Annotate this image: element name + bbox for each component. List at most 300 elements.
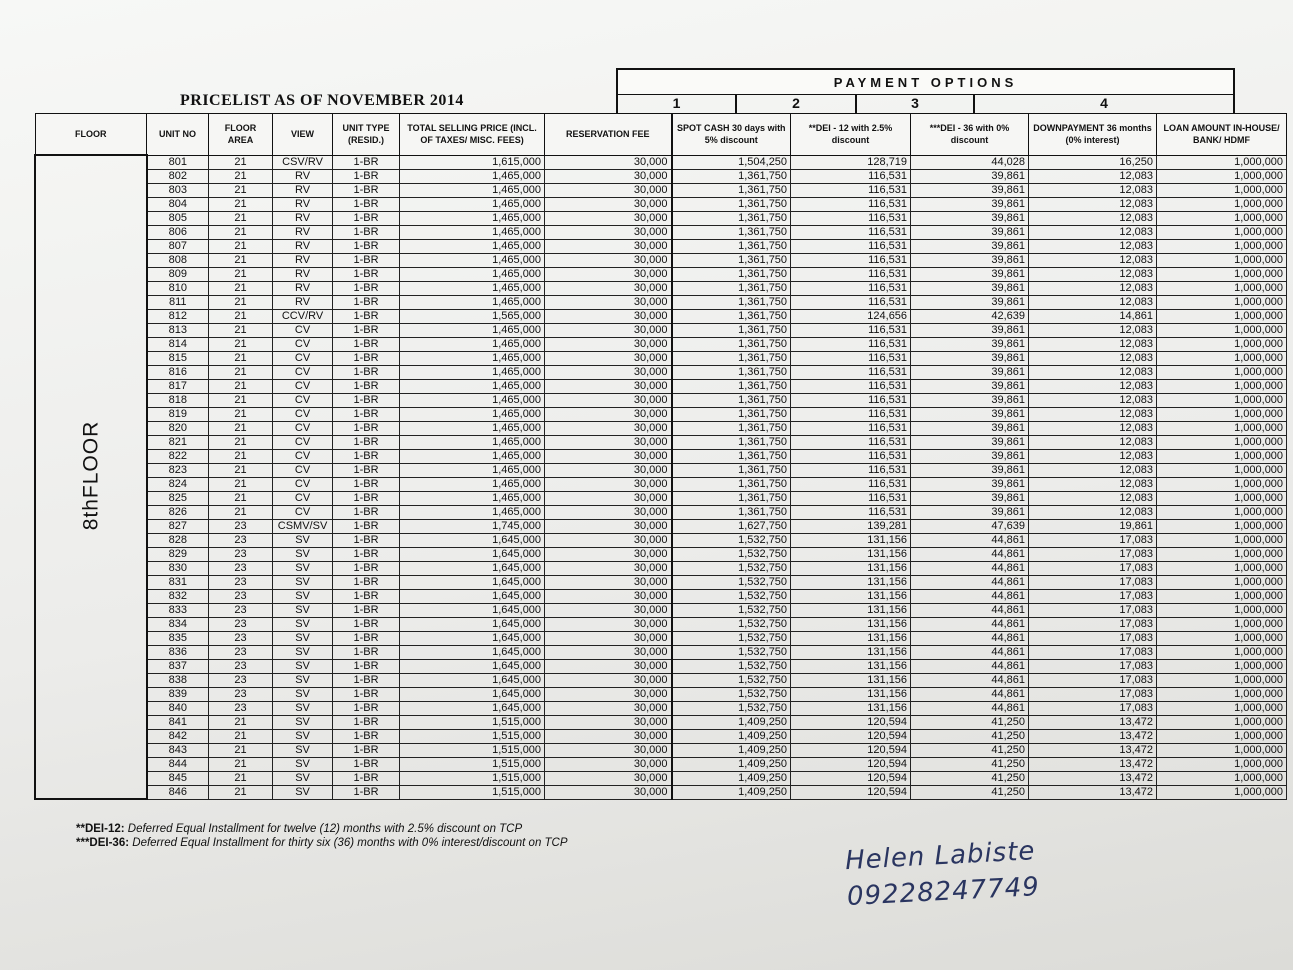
cell-loan-amount: 1,000,000 <box>1157 519 1287 533</box>
cell-unit-type: 1-BR <box>333 225 400 239</box>
cell-unit-no: 824 <box>147 477 209 491</box>
cell-dei-12: 131,156 <box>791 603 911 617</box>
cell-view: RV <box>273 281 333 295</box>
cell-floor-area: 21 <box>209 463 273 477</box>
cell-total-selling-price: 1,515,000 <box>400 771 545 785</box>
cell-downpayment: 17,083 <box>1029 575 1157 589</box>
cell-view: RV <box>273 239 333 253</box>
cell-dei-36: 44,861 <box>911 631 1029 645</box>
cell-reservation-fee: 30,000 <box>545 575 672 589</box>
cell-unit-no: 836 <box>147 645 209 659</box>
col-header-dei-36: ***DEI - 36 with 0% discount <box>911 114 1029 156</box>
cell-downpayment: 12,083 <box>1029 169 1157 183</box>
cell-dei-12: 116,531 <box>791 281 911 295</box>
cell-reservation-fee: 30,000 <box>545 183 672 197</box>
cell-unit-no: 818 <box>147 393 209 407</box>
floor-label: 8thFLOOR <box>79 420 103 530</box>
cell-loan-amount: 1,000,000 <box>1157 393 1287 407</box>
cell-dei-12: 131,156 <box>791 631 911 645</box>
table-row <box>35 701 1287 715</box>
cell-unit-type: 1-BR <box>333 659 400 673</box>
option-2-number: 2 <box>737 94 857 113</box>
cell-total-selling-price: 1,465,000 <box>400 393 545 407</box>
cell-floor-area: 21 <box>209 743 273 757</box>
cell-total-selling-price: 1,645,000 <box>400 575 545 589</box>
cell-view: CSV/RV <box>273 155 333 169</box>
cell-total-selling-price: 1,465,000 <box>400 197 545 211</box>
cell-reservation-fee: 30,000 <box>545 533 672 547</box>
cell-view: CV <box>273 491 333 505</box>
cell-spot-cash: 1,361,750 <box>672 309 791 323</box>
cell-floor-area: 21 <box>209 211 273 225</box>
cell-total-selling-price: 1,465,000 <box>400 407 545 421</box>
option-4-number: 4 <box>1100 95 1108 111</box>
cell-total-selling-price: 1,465,000 <box>400 449 545 463</box>
cell-total-selling-price: 1,645,000 <box>400 547 545 561</box>
cell-dei-12: 116,531 <box>791 463 911 477</box>
cell-dei-12: 116,531 <box>791 435 911 449</box>
cell-spot-cash: 1,532,750 <box>672 561 791 575</box>
cell-dei-12: 128,719 <box>791 155 911 169</box>
option-3-number: 3 <box>857 94 975 113</box>
cell-reservation-fee: 30,000 <box>545 589 672 603</box>
cell-downpayment: 12,083 <box>1029 505 1157 519</box>
cell-loan-amount: 1,000,000 <box>1157 351 1287 365</box>
cell-total-selling-price: 1,465,000 <box>400 491 545 505</box>
cell-downpayment: 12,083 <box>1029 225 1157 239</box>
cell-floor-area: 23 <box>209 547 273 561</box>
cell-reservation-fee: 30,000 <box>545 365 672 379</box>
cell-floor-area: 21 <box>209 183 273 197</box>
cell-spot-cash: 1,361,750 <box>672 379 791 393</box>
cell-unit-no: 845 <box>147 771 209 785</box>
cell-view: SV <box>273 743 333 757</box>
cell-loan-amount: 1,000,000 <box>1157 645 1287 659</box>
cell-view: SV <box>273 631 333 645</box>
cell-view: SV <box>273 673 333 687</box>
cell-unit-type: 1-BR <box>333 253 400 267</box>
cell-spot-cash: 1,361,750 <box>672 491 791 505</box>
cell-loan-amount: 1,000,000 <box>1157 309 1287 323</box>
cell-reservation-fee: 30,000 <box>545 281 672 295</box>
cell-view: CCV/RV <box>273 309 333 323</box>
cell-loan-amount: 1,000,000 <box>1157 225 1287 239</box>
cell-view: RV <box>273 267 333 281</box>
cell-total-selling-price: 1,645,000 <box>400 533 545 547</box>
table-row <box>35 169 1287 183</box>
cell-reservation-fee: 30,000 <box>545 547 672 561</box>
cell-unit-no: 810 <box>147 281 209 295</box>
cell-dei-12: 131,156 <box>791 533 911 547</box>
cell-unit-type: 1-BR <box>333 505 400 519</box>
cell-view: CV <box>273 379 333 393</box>
cell-total-selling-price: 1,645,000 <box>400 603 545 617</box>
cell-reservation-fee: 30,000 <box>545 169 672 183</box>
cell-view: SV <box>273 589 333 603</box>
pricelist-table <box>34 113 1287 800</box>
cell-spot-cash: 1,532,750 <box>672 687 791 701</box>
cell-unit-type: 1-BR <box>333 533 400 547</box>
cell-dei-36: 44,861 <box>911 617 1029 631</box>
cell-unit-type: 1-BR <box>333 183 400 197</box>
cell-total-selling-price: 1,645,000 <box>400 673 545 687</box>
cell-dei-12: 116,531 <box>791 337 911 351</box>
cell-total-selling-price: 1,465,000 <box>400 211 545 225</box>
cell-floor-area: 23 <box>209 617 273 631</box>
cell-unit-no: 808 <box>147 253 209 267</box>
cell-spot-cash: 1,532,750 <box>672 533 791 547</box>
cell-dei-36: 44,861 <box>911 533 1029 547</box>
cell-reservation-fee: 30,000 <box>545 729 672 743</box>
col-header-spot-cash: SPOT CASH 30 days with 5% discount <box>672 114 791 156</box>
cell-dei-36: 41,250 <box>911 715 1029 729</box>
cell-total-selling-price: 1,465,000 <box>400 351 545 365</box>
cell-unit-no: 842 <box>147 729 209 743</box>
cell-unit-no: 817 <box>147 379 209 393</box>
footnote-dei-36 <box>76 836 568 850</box>
cell-loan-amount: 1,000,000 <box>1157 239 1287 253</box>
cell-dei-12: 116,531 <box>791 393 911 407</box>
cell-dei-36: 39,861 <box>911 365 1029 379</box>
cell-floor-area: 23 <box>209 519 273 533</box>
cell-downpayment: 13,472 <box>1029 715 1157 729</box>
cell-view: RV <box>273 169 333 183</box>
cell-view: CV <box>273 323 333 337</box>
cell-unit-type: 1-BR <box>333 323 400 337</box>
table-row <box>35 631 1287 645</box>
table-row <box>35 211 1287 225</box>
cell-dei-36: 47,639 <box>911 519 1029 533</box>
cell-downpayment: 12,083 <box>1029 477 1157 491</box>
cell-floor-area: 21 <box>209 197 273 211</box>
cell-unit-no: 840 <box>147 701 209 715</box>
cell-spot-cash: 1,361,750 <box>672 239 791 253</box>
cell-view: CV <box>273 477 333 491</box>
cell-reservation-fee: 30,000 <box>545 477 672 491</box>
cell-loan-amount: 1,000,000 <box>1157 155 1287 169</box>
cell-dei-12: 120,594 <box>791 785 911 799</box>
cell-spot-cash: 1,361,750 <box>672 225 791 239</box>
cell-floor-area: 21 <box>209 379 273 393</box>
cell-reservation-fee: 30,000 <box>545 659 672 673</box>
cell-dei-12: 116,531 <box>791 379 911 393</box>
table-row <box>35 589 1287 603</box>
cell-spot-cash: 1,532,750 <box>672 645 791 659</box>
cell-loan-amount: 1,000,000 <box>1157 365 1287 379</box>
col-header-view: VIEW <box>273 114 333 156</box>
cell-view: RV <box>273 225 333 239</box>
cell-view: CV <box>273 393 333 407</box>
cell-unit-no: 829 <box>147 547 209 561</box>
cell-dei-36: 39,861 <box>911 295 1029 309</box>
cell-spot-cash: 1,361,750 <box>672 169 791 183</box>
cell-unit-type: 1-BR <box>333 771 400 785</box>
cell-downpayment: 17,083 <box>1029 687 1157 701</box>
cell-loan-amount: 1,000,000 <box>1157 575 1287 589</box>
cell-view: RV <box>273 183 333 197</box>
col-header-floor-area: FLOOR AREA <box>209 114 273 156</box>
cell-dei-36: 39,861 <box>911 477 1029 491</box>
cell-view: SV <box>273 575 333 589</box>
cell-floor-area: 21 <box>209 309 273 323</box>
cell-downpayment: 12,083 <box>1029 253 1157 267</box>
cell-total-selling-price: 1,465,000 <box>400 295 545 309</box>
cell-dei-12: 131,156 <box>791 561 911 575</box>
cell-unit-type: 1-BR <box>333 687 400 701</box>
cell-unit-no: 827 <box>147 519 209 533</box>
cell-spot-cash: 1,361,750 <box>672 183 791 197</box>
cell-spot-cash: 1,532,750 <box>672 701 791 715</box>
table-row <box>35 673 1287 687</box>
cell-dei-36: 44,861 <box>911 589 1029 603</box>
cell-view: SV <box>273 715 333 729</box>
col-header-loan-amount: LOAN AMOUNT IN-HOUSE/ BANK/ HDMF <box>1157 114 1287 156</box>
cell-reservation-fee: 30,000 <box>545 309 672 323</box>
cell-downpayment: 12,083 <box>1029 365 1157 379</box>
cell-downpayment: 13,472 <box>1029 785 1157 799</box>
cell-loan-amount: 1,000,000 <box>1157 295 1287 309</box>
cell-dei-12: 116,531 <box>791 197 911 211</box>
cell-floor-area: 23 <box>209 575 273 589</box>
cell-dei-36: 39,861 <box>911 463 1029 477</box>
cell-dei-12: 131,156 <box>791 617 911 631</box>
cell-loan-amount: 1,000,000 <box>1157 281 1287 295</box>
cell-dei-36: 39,861 <box>911 281 1029 295</box>
cell-floor-area: 21 <box>209 239 273 253</box>
cell-floor-area: 21 <box>209 155 273 169</box>
col-header-downpayment: DOWNPAYMENT 36 months (0% interest) <box>1029 114 1157 156</box>
table-row <box>35 519 1287 533</box>
cell-unit-no: 803 <box>147 183 209 197</box>
cell-spot-cash: 1,361,750 <box>672 505 791 519</box>
cell-dei-36: 39,861 <box>911 323 1029 337</box>
cell-loan-amount: 1,000,000 <box>1157 785 1287 799</box>
cell-downpayment: 12,083 <box>1029 463 1157 477</box>
cell-unit-type: 1-BR <box>333 631 400 645</box>
cell-unit-no: 804 <box>147 197 209 211</box>
cell-dei-12: 131,156 <box>791 701 911 715</box>
cell-loan-amount: 1,000,000 <box>1157 169 1287 183</box>
cell-downpayment: 19,861 <box>1029 519 1157 533</box>
cell-spot-cash: 1,361,750 <box>672 337 791 351</box>
cell-unit-no: 823 <box>147 463 209 477</box>
cell-view: SV <box>273 547 333 561</box>
cell-dei-12: 116,531 <box>791 421 911 435</box>
cell-spot-cash: 1,361,750 <box>672 449 791 463</box>
col-header-floor: FLOOR <box>35 114 147 156</box>
cell-total-selling-price: 1,565,000 <box>400 309 545 323</box>
cell-view: SV <box>273 757 333 771</box>
cell-dei-36: 39,861 <box>911 449 1029 463</box>
cell-floor-area: 21 <box>209 505 273 519</box>
table-row <box>35 323 1287 337</box>
cell-reservation-fee: 30,000 <box>545 463 672 477</box>
cell-unit-type: 1-BR <box>333 757 400 771</box>
cell-dei-36: 44,861 <box>911 561 1029 575</box>
cell-dei-36: 39,861 <box>911 225 1029 239</box>
floor-cell <box>35 155 147 799</box>
cell-dei-12: 116,531 <box>791 211 911 225</box>
payment-option-numbers <box>616 94 1235 113</box>
cell-dei-36: 39,861 <box>911 393 1029 407</box>
cell-loan-amount: 1,000,000 <box>1157 617 1287 631</box>
cell-dei-36: 41,250 <box>911 771 1029 785</box>
cell-loan-amount: 1,000,000 <box>1157 631 1287 645</box>
cell-loan-amount: 1,000,000 <box>1157 673 1287 687</box>
table-row <box>35 351 1287 365</box>
cell-downpayment: 17,083 <box>1029 631 1157 645</box>
cell-reservation-fee: 30,000 <box>545 519 672 533</box>
cell-view: CV <box>273 407 333 421</box>
cell-spot-cash: 1,409,250 <box>672 771 791 785</box>
cell-downpayment: 12,083 <box>1029 351 1157 365</box>
cell-dei-36: 44,861 <box>911 687 1029 701</box>
cell-downpayment: 17,083 <box>1029 659 1157 673</box>
cell-dei-12: 120,594 <box>791 743 911 757</box>
cell-unit-type: 1-BR <box>333 491 400 505</box>
cell-dei-36: 39,861 <box>911 491 1029 505</box>
cell-dei-36: 39,861 <box>911 505 1029 519</box>
cell-unit-type: 1-BR <box>333 155 400 169</box>
cell-unit-type: 1-BR <box>333 197 400 211</box>
cell-loan-amount: 1,000,000 <box>1157 715 1287 729</box>
cell-unit-type: 1-BR <box>333 281 400 295</box>
cell-total-selling-price: 1,465,000 <box>400 169 545 183</box>
cell-total-selling-price: 1,465,000 <box>400 253 545 267</box>
table-row <box>35 729 1287 743</box>
cell-dei-12: 116,531 <box>791 491 911 505</box>
cell-floor-area: 23 <box>209 645 273 659</box>
cell-total-selling-price: 1,465,000 <box>400 239 545 253</box>
cell-dei-12: 116,531 <box>791 225 911 239</box>
cell-unit-type: 1-BR <box>333 603 400 617</box>
cell-unit-no: 831 <box>147 575 209 589</box>
cell-downpayment: 12,083 <box>1029 211 1157 225</box>
cell-dei-36: 39,861 <box>911 211 1029 225</box>
cell-unit-no: 805 <box>147 211 209 225</box>
cell-unit-no: 844 <box>147 757 209 771</box>
cell-downpayment: 12,083 <box>1029 379 1157 393</box>
cell-dei-12: 120,594 <box>791 729 911 743</box>
cell-total-selling-price: 1,465,000 <box>400 267 545 281</box>
cell-unit-type: 1-BR <box>333 785 400 799</box>
cell-total-selling-price: 1,465,000 <box>400 225 545 239</box>
cell-downpayment: 17,083 <box>1029 561 1157 575</box>
cell-unit-type: 1-BR <box>333 449 400 463</box>
table-body <box>35 155 1287 799</box>
cell-floor-area: 21 <box>209 449 273 463</box>
cell-unit-type: 1-BR <box>333 645 400 659</box>
cell-dei-12: 116,531 <box>791 253 911 267</box>
cell-total-selling-price: 1,465,000 <box>400 379 545 393</box>
cell-reservation-fee: 30,000 <box>545 393 672 407</box>
cell-floor-area: 21 <box>209 729 273 743</box>
cell-downpayment: 12,083 <box>1029 449 1157 463</box>
cell-dei-12: 120,594 <box>791 771 911 785</box>
cell-reservation-fee: 30,000 <box>545 421 672 435</box>
cell-floor-area: 23 <box>209 589 273 603</box>
cell-dei-36: 39,861 <box>911 351 1029 365</box>
cell-floor-area: 21 <box>209 435 273 449</box>
cell-downpayment: 17,083 <box>1029 673 1157 687</box>
cell-reservation-fee: 30,000 <box>545 351 672 365</box>
footnote-dei-36-key: ***DEI-36: <box>76 837 130 849</box>
cell-loan-amount: 1,000,000 <box>1157 407 1287 421</box>
cell-unit-type: 1-BR <box>333 547 400 561</box>
cell-downpayment: 17,083 <box>1029 589 1157 603</box>
cell-dei-36: 39,861 <box>911 183 1029 197</box>
cell-dei-36: 44,861 <box>911 673 1029 687</box>
cell-dei-12: 120,594 <box>791 715 911 729</box>
table-row <box>35 197 1287 211</box>
cell-dei-36: 41,250 <box>911 729 1029 743</box>
table-row <box>35 463 1287 477</box>
cell-unit-no: 839 <box>147 687 209 701</box>
cell-view: RV <box>273 211 333 225</box>
cell-dei-36: 44,861 <box>911 603 1029 617</box>
cell-spot-cash: 1,409,250 <box>672 785 791 799</box>
cell-view: CV <box>273 463 333 477</box>
cell-unit-type: 1-BR <box>333 365 400 379</box>
cell-unit-no: 819 <box>147 407 209 421</box>
table-row <box>35 365 1287 379</box>
cell-loan-amount: 1,000,000 <box>1157 771 1287 785</box>
cell-unit-no: 801 <box>147 155 209 169</box>
cell-floor-area: 23 <box>209 701 273 715</box>
cell-dei-12: 120,594 <box>791 757 911 771</box>
footnote-dei-36-text: Deferred Equal Installment for thirty six (36) months with 0% interest/discount on TCP <box>132 837 568 849</box>
cell-unit-type: 1-BR <box>333 211 400 225</box>
cell-reservation-fee: 30,000 <box>545 687 672 701</box>
cell-spot-cash: 1,532,750 <box>672 603 791 617</box>
cell-loan-amount: 1,000,000 <box>1157 603 1287 617</box>
cell-unit-type: 1-BR <box>333 519 400 533</box>
footnote-dei-12-text: Deferred Equal Installment for twelve (12) months with 2.5% discount on TCP <box>127 823 523 835</box>
cell-dei-36: 39,861 <box>911 337 1029 351</box>
cell-dei-36: 42,639 <box>911 309 1029 323</box>
option-1-number: 1 <box>618 94 737 113</box>
table-header-row <box>35 114 1287 156</box>
cell-reservation-fee: 30,000 <box>545 785 672 799</box>
cell-dei-12: 131,156 <box>791 589 911 603</box>
table-row <box>35 239 1287 253</box>
cell-unit-type: 1-BR <box>333 463 400 477</box>
table-row <box>35 421 1287 435</box>
cell-reservation-fee: 30,000 <box>545 561 672 575</box>
cell-reservation-fee: 30,000 <box>545 379 672 393</box>
cell-floor-area: 21 <box>209 253 273 267</box>
col-header-unit-no: UNIT NO <box>147 114 209 156</box>
cell-dei-12: 116,531 <box>791 239 911 253</box>
cell-unit-type: 1-BR <box>333 267 400 281</box>
table-row <box>35 743 1287 757</box>
cell-dei-36: 39,861 <box>911 253 1029 267</box>
cell-view: SV <box>273 701 333 715</box>
cell-unit-no: 802 <box>147 169 209 183</box>
table-row <box>35 561 1287 575</box>
cell-total-selling-price: 1,645,000 <box>400 645 545 659</box>
cell-loan-amount: 1,000,000 <box>1157 267 1287 281</box>
cell-unit-type: 1-BR <box>333 435 400 449</box>
cell-unit-type: 1-BR <box>333 295 400 309</box>
table-row <box>35 715 1287 729</box>
cell-floor-area: 21 <box>209 785 273 799</box>
cell-dei-12: 124,656 <box>791 309 911 323</box>
cell-view: CV <box>273 365 333 379</box>
cell-unit-no: 813 <box>147 323 209 337</box>
cell-downpayment: 17,083 <box>1029 533 1157 547</box>
cell-dei-36: 39,861 <box>911 407 1029 421</box>
